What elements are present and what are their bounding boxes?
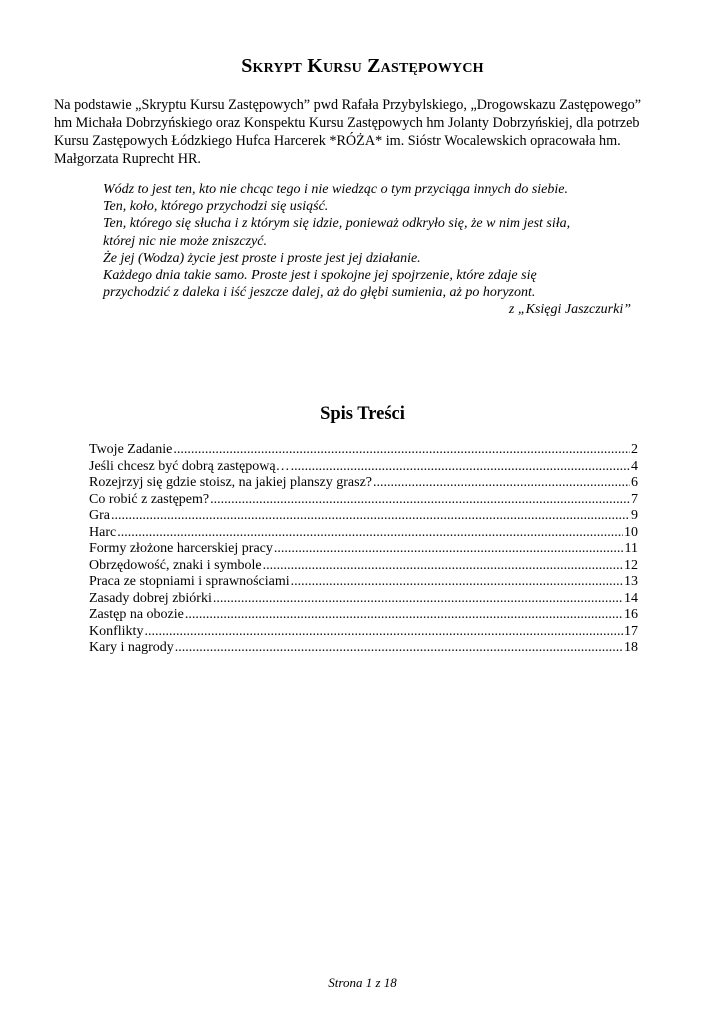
toc-leader-dots <box>117 525 623 542</box>
toc-entry-label: Formy złożone harcerskiej pracy <box>89 541 273 556</box>
toc-leader-dots <box>291 574 623 591</box>
quote-line: Wódz to jest ten, kto nie chcąc tego i nie wiedząc o tym przyciąga innych do siebie. <box>103 182 568 197</box>
toc-leader-dots <box>263 558 623 575</box>
intro-paragraph <box>54 96 674 168</box>
toc-entry-page: 16 <box>624 607 638 622</box>
toc-entry[interactable] <box>89 508 638 525</box>
toc-entry[interactable] <box>89 492 638 509</box>
toc-entry-label: Kary i nagrody <box>89 640 174 655</box>
toc-entry-label: Praca ze stopniami i sprawnościami <box>89 574 290 589</box>
quote-line: Ten, koło, którego przychodzi się usiąść. <box>103 199 329 215</box>
toc-entry-page: 4 <box>631 458 638 474</box>
toc-entry-label: Twoje Zadanie <box>89 442 173 457</box>
toc-entry-label: Co robić z zastępem? <box>89 491 210 507</box>
toc-entry-page: 12 <box>624 557 638 573</box>
toc-leader-dots <box>111 508 630 525</box>
toc-entry-page: 2 <box>631 442 638 457</box>
toc-heading: Spis Treści <box>320 404 405 424</box>
toc-entry-page: 18 <box>624 640 638 655</box>
toc-leader-dots <box>373 475 630 492</box>
toc-entry-label: Zastęp na obozie <box>89 607 184 622</box>
quote-line: Każdego dnia takie samo. Proste jest i spokojne jej spojrzenie, które zdaje się <box>103 268 537 284</box>
toc-entry-label: Rozejrzyj się gdzie stoisz, na jakiej planszy grasz? <box>89 475 373 490</box>
intro-line: Małgorzata Ruprecht HR. <box>54 151 201 167</box>
toc-entry-page: 14 <box>624 590 638 606</box>
quote-source: z „Księgi Jaszczurki” <box>508 302 631 318</box>
toc-entry[interactable] <box>89 459 638 476</box>
toc-leader-dots <box>173 442 630 459</box>
quote-block <box>103 181 633 319</box>
toc-leader-dots <box>185 607 623 624</box>
toc-entry[interactable] <box>89 640 638 657</box>
intro-line: Na podstawie „Skryptu Kursu Zastępowych” pwd Rafała Przybylskiego, „Drogowskazu Zastępowego” <box>54 97 642 113</box>
toc-entry-page: 10 <box>624 524 638 540</box>
table-of-contents <box>89 442 638 657</box>
toc-leader-dots <box>213 591 623 608</box>
toc-entry-label: Konflikty <box>89 623 144 639</box>
toc-entry-page: 9 <box>631 508 638 523</box>
toc-entry[interactable] <box>89 442 638 459</box>
toc-entry[interactable] <box>89 525 638 542</box>
intro-line: Kursu Zastępowych Łódzkiego Hufca Harcerek *RÓŻA* im. Sióstr Wocalewskich opracowała hm. <box>54 133 621 149</box>
toc-entry[interactable] <box>89 558 638 575</box>
quote-line: przychodzić z daleka i iść jeszcze dalej, aż do głębi sumienia, aż po horyzont. <box>103 285 536 301</box>
toc-leader-dots <box>274 541 624 558</box>
quote-line: Ten, którego się słucha i z którym się idzie, ponieważ odkryło się, że w nim jest siła, <box>103 216 571 232</box>
toc-entry-label: Gra <box>89 508 110 523</box>
toc-entry-page: 11 <box>624 541 638 556</box>
quote-line: której nic nie może zniszczyć. <box>103 233 267 249</box>
toc-leader-dots <box>144 624 623 641</box>
document-title: Skrypt Kursu Zastępowych <box>241 55 484 77</box>
toc-entry-label: Jeśli chcesz być dobrą zastępową… <box>89 458 290 474</box>
toc-leader-dots <box>210 492 630 509</box>
toc-entry-page: 7 <box>631 491 638 507</box>
toc-entry-page: 17 <box>624 623 638 639</box>
quote-line: Że jej (Wodza) życie jest proste i proste jest jej działanie. <box>103 250 421 266</box>
toc-entry-label: Obrzędowość, znaki i symbole <box>89 557 262 573</box>
toc-entry-page: 6 <box>631 475 638 490</box>
toc-leader-dots <box>175 640 623 657</box>
toc-entry[interactable] <box>89 475 638 492</box>
toc-entry-page: 13 <box>624 574 638 589</box>
toc-entry[interactable] <box>89 574 638 591</box>
toc-entry-label: Harc <box>89 524 117 540</box>
toc-entry[interactable] <box>89 624 638 641</box>
toc-leader-dots <box>291 459 630 476</box>
page-footer: Strona 1 z 18 <box>328 975 397 990</box>
toc-entry[interactable] <box>89 591 638 608</box>
toc-entry[interactable] <box>89 607 638 624</box>
toc-entry-label: Zasady dobrej zbiórki <box>89 590 212 606</box>
toc-entry[interactable] <box>89 541 638 558</box>
intro-line: hm Michała Dobrzyńskiego oraz Konspektu Kursu Zastępowych hm Jolanty Dobrzyńskiej, dla potrzeb <box>54 115 640 131</box>
